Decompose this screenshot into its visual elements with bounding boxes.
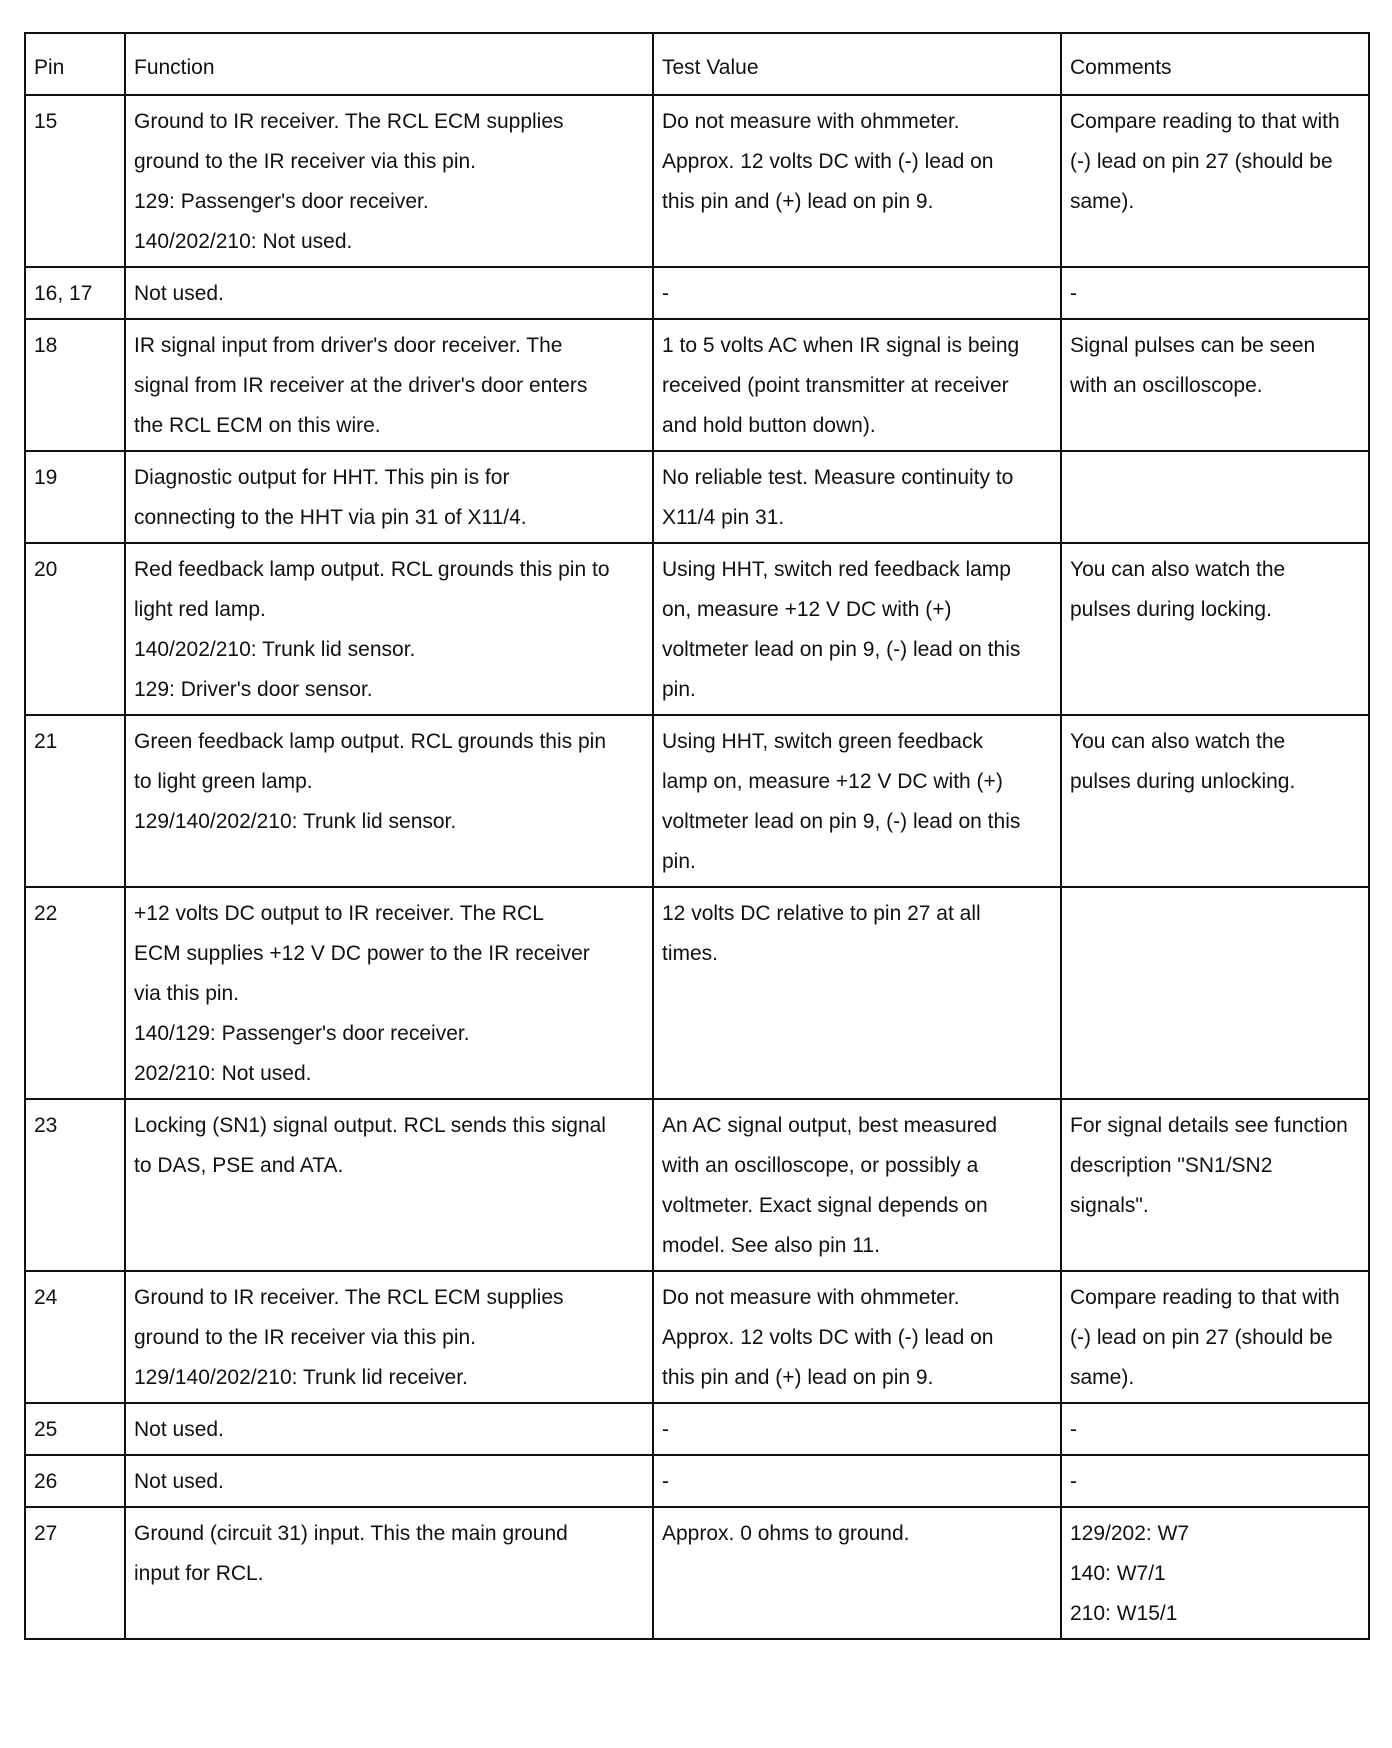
test-value-cell-line: Approx. 12 volts DC with (-) lead on	[662, 150, 994, 173]
function-cell	[125, 1455, 653, 1507]
test-value-cell	[653, 1403, 1061, 1455]
comments-cell-line: Compare reading to that with	[1070, 110, 1340, 133]
comments-cell	[1061, 1271, 1369, 1403]
comments-cell-line: pulses during unlocking.	[1070, 770, 1296, 793]
test-value-cell	[653, 95, 1061, 267]
comments-cell	[1061, 1507, 1369, 1639]
comments-cell-line: -	[1070, 282, 1077, 305]
comments-cell-line: -	[1070, 1418, 1077, 1441]
test-value-cell	[653, 715, 1061, 887]
comments-cell-line: Signal pulses can be seen	[1070, 334, 1316, 357]
comments-cell-line: -	[1070, 1470, 1077, 1493]
pin-cell-text: 23	[34, 1114, 58, 1137]
function-cell-line: Ground to IR receiver. The RCL ECM supplies	[134, 110, 564, 133]
comments-cell	[1061, 1455, 1369, 1507]
function-cell	[125, 543, 653, 715]
comments-cell-line: same).	[1070, 190, 1135, 213]
test-value-cell-line: X11/4 pin 31.	[662, 506, 785, 529]
function-cell-line: Locking (SN1) signal output. RCL sends this signal	[134, 1114, 606, 1137]
test-value-cell-line: lamp on, measure +12 V DC with (+)	[662, 770, 1003, 793]
header-pin: Pin	[25, 33, 125, 95]
function-cell	[125, 1507, 653, 1639]
test-value-cell-line: Do not measure with ohmmeter.	[662, 110, 960, 133]
comments-cell	[1061, 95, 1369, 267]
pin-cell-text: 24	[34, 1286, 58, 1309]
pin-cell	[25, 267, 125, 319]
pin-cell	[25, 1271, 125, 1403]
pin-cell-text: 21	[34, 730, 58, 753]
comments-cell-line: You can also watch the	[1070, 558, 1286, 581]
function-cell-line: Diagnostic output for HHT. This pin is for	[134, 466, 510, 489]
table-row	[25, 1507, 1369, 1639]
table-body	[25, 95, 1369, 1639]
function-cell-line: input for RCL.	[134, 1562, 264, 1585]
pin-cell	[25, 887, 125, 1099]
test-value-cell-line: -	[662, 282, 669, 305]
test-value-cell	[653, 887, 1061, 1099]
table-row	[25, 715, 1369, 887]
header-test-value: Test Value	[653, 33, 1061, 95]
pin-cell-text: 19	[34, 466, 58, 489]
comments-cell	[1061, 543, 1369, 715]
test-value-cell	[653, 1455, 1061, 1507]
test-value-cell-line: -	[662, 1418, 669, 1441]
table-row	[25, 319, 1369, 451]
test-value-cell	[653, 1271, 1061, 1403]
comments-cell-line: signals".	[1070, 1194, 1149, 1217]
test-value-cell-line: and hold button down).	[662, 414, 876, 437]
pin-cell	[25, 1403, 125, 1455]
function-cell-line: 129: Passenger's door receiver.	[134, 190, 429, 213]
test-value-cell-line: 12 volts DC relative to pin 27 at all	[662, 902, 981, 925]
comments-cell	[1061, 451, 1369, 543]
pin-cell	[25, 715, 125, 887]
test-value-cell-line: pin.	[662, 850, 696, 873]
comments-cell	[1061, 1403, 1369, 1455]
comments-cell	[1061, 887, 1369, 1099]
test-value-cell-line: Approx. 12 volts DC with (-) lead on	[662, 1326, 994, 1349]
table-row	[25, 1403, 1369, 1455]
pin-cell-text: 22	[34, 902, 58, 925]
test-value-cell-line: received (point transmitter at receiver	[662, 374, 1009, 397]
function-cell-line: the RCL ECM on this wire.	[134, 414, 381, 437]
function-cell-line: Not used.	[134, 1470, 224, 1493]
pin-cell-text: 16, 17	[34, 282, 93, 305]
function-cell-line: ground to the IR receiver via this pin.	[134, 1326, 477, 1349]
function-cell-line: Red feedback lamp output. RCL grounds this pin to	[134, 558, 610, 581]
function-cell	[125, 715, 653, 887]
pin-cell-text: 25	[34, 1418, 58, 1441]
comments-cell-line: For signal details see function	[1070, 1114, 1348, 1137]
function-cell-line: 140/129: Passenger's door receiver.	[134, 1022, 470, 1045]
function-cell-line: to light green lamp.	[134, 770, 313, 793]
test-value-cell	[653, 1099, 1061, 1271]
function-cell-line: IR signal input from driver's door receiver. The	[134, 334, 563, 357]
pin-cell	[25, 1099, 125, 1271]
pin-cell-text: 18	[34, 334, 58, 357]
test-value-cell	[653, 451, 1061, 543]
test-value-cell-line: with an oscilloscope, or possibly a	[662, 1154, 979, 1177]
test-value-cell-line: on, measure +12 V DC with (+)	[662, 598, 952, 621]
comments-cell	[1061, 1099, 1369, 1271]
comments-cell-line: same).	[1070, 1366, 1135, 1389]
test-value-cell-line: voltmeter lead on pin 9, (-) lead on this	[662, 810, 1021, 833]
pin-cell-text: 27	[34, 1522, 58, 1545]
test-value-cell	[653, 319, 1061, 451]
comments-cell-line: description "SN1/SN2	[1070, 1154, 1273, 1177]
table-row	[25, 1455, 1369, 1507]
test-value-cell-line: Using HHT, switch green feedback	[662, 730, 983, 753]
function-cell	[125, 451, 653, 543]
function-cell	[125, 267, 653, 319]
test-value-cell-line: this pin and (+) lead on pin 9.	[662, 190, 934, 213]
table-row	[25, 95, 1369, 267]
table-row	[25, 1099, 1369, 1271]
function-cell-line: 129: Driver's door sensor.	[134, 678, 373, 701]
function-cell-line: 129/140/202/210: Trunk lid sensor.	[134, 810, 457, 833]
test-value-cell-line: times.	[662, 942, 719, 965]
test-value-cell	[653, 543, 1061, 715]
header-function: Function	[125, 33, 653, 95]
test-value-cell-line: -	[662, 1470, 669, 1493]
function-cell	[125, 1403, 653, 1455]
test-value-cell-line: 1 to 5 volts AC when IR signal is being	[662, 334, 1020, 357]
function-cell-line: 202/210: Not used.	[134, 1062, 312, 1085]
comments-cell-line: Compare reading to that with	[1070, 1286, 1340, 1309]
function-cell-line: Ground (circuit 31) input. This the main ground	[134, 1522, 568, 1545]
test-value-cell-line: this pin and (+) lead on pin 9.	[662, 1366, 934, 1389]
function-cell-line: ground to the IR receiver via this pin.	[134, 150, 477, 173]
comments-cell-line: You can also watch the	[1070, 730, 1286, 753]
table-row	[25, 267, 1369, 319]
function-cell-line: Ground to IR receiver. The RCL ECM supplies	[134, 1286, 564, 1309]
function-cell	[125, 1099, 653, 1271]
function-cell-line: Not used.	[134, 282, 224, 305]
comments-cell	[1061, 319, 1369, 451]
function-cell-line: via this pin.	[134, 982, 240, 1005]
comments-cell-line: (-) lead on pin 27 (should be	[1070, 1326, 1333, 1349]
function-cell-line: +12 volts DC output to IR receiver. The RCL	[134, 902, 544, 925]
pin-function-table	[24, 32, 1370, 1640]
comments-cell-line: 210: W15/1	[1070, 1602, 1178, 1625]
test-value-cell-line: Using HHT, switch red feedback lamp	[662, 558, 1011, 581]
test-value-cell-line: No reliable test. Measure continuity to	[662, 466, 1014, 489]
pin-cell-text: 15	[34, 110, 58, 133]
function-cell-line: connecting to the HHT via pin 31 of X11/4.	[134, 506, 527, 529]
table-row	[25, 1271, 1369, 1403]
header-comments: Comments	[1061, 33, 1369, 95]
table-row	[25, 887, 1369, 1099]
function-cell-line: signal from IR receiver at the driver's door enters	[134, 374, 588, 397]
function-cell	[125, 1271, 653, 1403]
comments-cell-line: 129/202: W7	[1070, 1522, 1190, 1545]
function-cell-line: ECM supplies +12 V DC power to the IR receiver	[134, 942, 590, 965]
function-cell-line: Not used.	[134, 1418, 224, 1441]
test-value-cell	[653, 1507, 1061, 1639]
pin-cell	[25, 543, 125, 715]
pin-cell	[25, 319, 125, 451]
pin-cell-text: 20	[34, 558, 58, 581]
pin-cell	[25, 1455, 125, 1507]
test-value-cell-line: voltmeter lead on pin 9, (-) lead on this	[662, 638, 1021, 661]
comments-cell	[1061, 267, 1369, 319]
comments-cell-line: pulses during locking.	[1070, 598, 1272, 621]
function-cell-line: 140/202/210: Trunk lid sensor.	[134, 638, 416, 661]
function-cell-line: 140/202/210: Not used.	[134, 230, 353, 253]
table-row	[25, 451, 1369, 543]
table-header-row	[25, 33, 1369, 95]
pin-cell-text: 26	[34, 1470, 58, 1493]
test-value-cell-line: pin.	[662, 678, 696, 701]
comments-cell-line: with an oscilloscope.	[1070, 374, 1263, 397]
function-cell	[125, 887, 653, 1099]
function-cell-line: light red lamp.	[134, 598, 266, 621]
pin-table-page	[24, 32, 1368, 1640]
comments-cell	[1061, 715, 1369, 887]
comments-cell-line: (-) lead on pin 27 (should be	[1070, 150, 1333, 173]
test-value-cell	[653, 267, 1061, 319]
pin-cell	[25, 95, 125, 267]
test-value-cell-line: An AC signal output, best measured	[662, 1114, 998, 1137]
pin-cell	[25, 451, 125, 543]
function-cell-line: 129/140/202/210: Trunk lid receiver.	[134, 1366, 468, 1389]
test-value-cell-line: voltmeter. Exact signal depends on	[662, 1194, 988, 1217]
pin-cell	[25, 1507, 125, 1639]
test-value-cell-line: model. See also pin 11.	[662, 1234, 880, 1257]
table-row	[25, 543, 1369, 715]
test-value-cell-line: Approx. 0 ohms to ground.	[662, 1522, 910, 1545]
function-cell-line: to DAS, PSE and ATA.	[134, 1154, 344, 1177]
test-value-cell-line: Do not measure with ohmmeter.	[662, 1286, 960, 1309]
function-cell	[125, 319, 653, 451]
function-cell-line: Green feedback lamp output. RCL grounds this pin	[134, 730, 606, 753]
function-cell	[125, 95, 653, 267]
comments-cell-line: 140: W7/1	[1070, 1562, 1166, 1585]
